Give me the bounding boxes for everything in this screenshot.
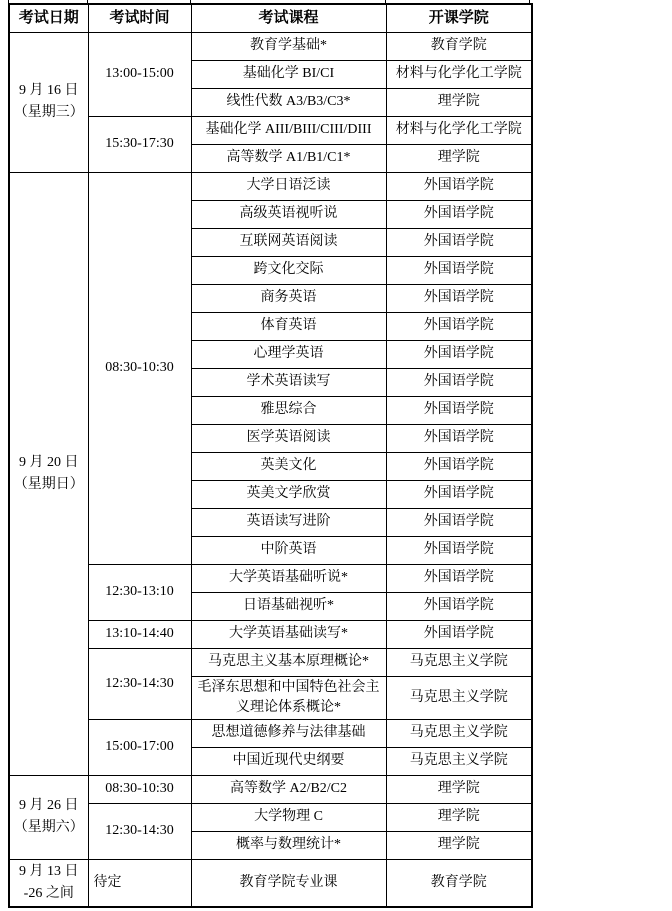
course-cell: 毛泽东思想和中国特色社会主义理论体系概论*	[191, 676, 386, 719]
college-cell: 外国语学院	[386, 536, 532, 564]
college-cell: 材料与化学化工学院	[386, 116, 532, 144]
table-row	[9, 32, 532, 60]
header-row	[9, 4, 532, 32]
table-row	[9, 116, 532, 144]
college-cell: 外国语学院	[386, 172, 532, 200]
course-cell: 商务英语	[191, 284, 386, 312]
time-cell: 08:30-10:30	[88, 775, 191, 803]
table-row	[9, 564, 532, 592]
header-cell-college: 开课学院	[386, 4, 532, 32]
header-cell-exam-course: 考试课程	[191, 4, 386, 32]
course-cell: 中阶英语	[191, 536, 386, 564]
time-cell: 待定	[88, 859, 191, 907]
course-cell: 英语读写进阶	[191, 508, 386, 536]
college-cell: 外国语学院	[386, 424, 532, 452]
college-cell: 理学院	[386, 831, 532, 859]
college-cell: 外国语学院	[386, 340, 532, 368]
table-row	[9, 719, 532, 747]
college-cell: 外国语学院	[386, 284, 532, 312]
date-line: 9 月 26 日	[19, 798, 79, 813]
college-cell: 外国语学院	[386, 480, 532, 508]
date-line: -26 之间	[23, 885, 74, 901]
college-cell: 理学院	[386, 144, 532, 172]
course-cell: 教育学院专业课	[191, 859, 386, 907]
course-cell: 马克思主义基本原理概论*	[191, 648, 386, 676]
college-cell: 理学院	[386, 88, 532, 116]
college-cell: 外国语学院	[386, 396, 532, 424]
college-cell: 外国语学院	[386, 312, 532, 340]
course-cell: 大学英语基础读写*	[191, 620, 386, 648]
college-cell: 外国语学院	[386, 452, 532, 480]
table-row	[9, 859, 532, 907]
college-cell: 外国语学院	[386, 228, 532, 256]
course-cell: 英美文化	[191, 452, 386, 480]
time-cell: 12:30-13:10	[88, 564, 191, 620]
course-cell: 互联网英语阅读	[191, 228, 386, 256]
table-header	[9, 4, 532, 32]
time-cell: 15:00-17:00	[88, 719, 191, 775]
time-cell: 08:30-10:30	[88, 172, 191, 564]
date-line: （星期六）	[13, 820, 84, 835]
course-cell: 大学日语泛读	[191, 172, 386, 200]
course-cell: 高级英语视听说	[191, 200, 386, 228]
table-row	[9, 172, 532, 200]
course-cell: 基础化学 AIII/BIII/CIII/DIII	[191, 116, 386, 144]
date-cell	[9, 775, 88, 859]
header-cell-exam-time: 考试时间	[88, 4, 191, 32]
date-line: 9 月 13 日	[19, 863, 79, 879]
college-cell: 外国语学院	[386, 200, 532, 228]
course-cell: 教育学基础*	[191, 32, 386, 60]
header-cell-exam-date: 考试日期	[9, 4, 88, 32]
course-cell: 雅思综合	[191, 396, 386, 424]
college-cell: 外国语学院	[386, 620, 532, 648]
course-cell: 基础化学 BI/CI	[191, 60, 386, 88]
date-cell	[9, 32, 88, 172]
course-cell: 学术英语读写	[191, 368, 386, 396]
course-cell: 医学英语阅读	[191, 424, 386, 452]
college-cell: 马克思主义学院	[386, 719, 532, 747]
college-cell: 马克思主义学院	[386, 747, 532, 775]
table-row	[9, 803, 532, 831]
time-cell: 12:30-14:30	[88, 803, 191, 859]
course-cell: 线性代数 A3/B3/C3*	[191, 88, 386, 116]
college-cell: 外国语学院	[386, 368, 532, 396]
date-line: 9 月 20 日	[19, 454, 79, 470]
date-line: 9 月 16 日	[19, 83, 79, 98]
course-cell: 体育英语	[191, 312, 386, 340]
college-cell: 理学院	[386, 775, 532, 803]
college-cell: 马克思主义学院	[386, 648, 532, 676]
course-cell: 中国近现代史纲要	[191, 747, 386, 775]
college-cell: 教育学院	[386, 32, 532, 60]
course-cell: 大学英语基础听说*	[191, 564, 386, 592]
course-cell: 高等数学 A1/B1/C1*	[191, 144, 386, 172]
course-cell: 英美文学欣赏	[191, 480, 386, 508]
date-cell	[9, 859, 88, 907]
course-cell: 日语基础视听*	[191, 592, 386, 620]
course-cell: 跨文化交际	[191, 256, 386, 284]
college-cell: 教育学院	[386, 859, 532, 907]
time-cell: 15:30-17:30	[88, 116, 191, 172]
course-cell: 高等数学 A2/B2/C2	[191, 775, 386, 803]
college-cell: 材料与化学化工学院	[386, 60, 532, 88]
date-line: （星期三）	[13, 105, 84, 120]
college-cell: 马克思主义学院	[386, 676, 532, 719]
time-cell: 12:30-14:30	[88, 648, 191, 719]
course-cell: 心理学英语	[191, 340, 386, 368]
college-cell: 外国语学院	[386, 592, 532, 620]
college-cell: 外国语学院	[386, 256, 532, 284]
course-cell: 思想道德修养与法律基础	[191, 719, 386, 747]
college-cell: 外国语学院	[386, 564, 532, 592]
college-cell: 外国语学院	[386, 508, 532, 536]
date-cell	[9, 172, 88, 775]
exam-schedule-table	[8, 3, 533, 908]
college-cell: 理学院	[386, 803, 532, 831]
date-line: （星期日）	[13, 476, 84, 492]
course-cell: 概率与数理统计*	[191, 831, 386, 859]
time-cell: 13:10-14:40	[88, 620, 191, 648]
course-cell: 大学物理 C	[191, 803, 386, 831]
time-cell: 13:00-15:00	[88, 32, 191, 116]
table-row	[9, 775, 532, 803]
table-row	[9, 648, 532, 676]
table-row	[9, 620, 532, 648]
table-body	[9, 32, 532, 907]
